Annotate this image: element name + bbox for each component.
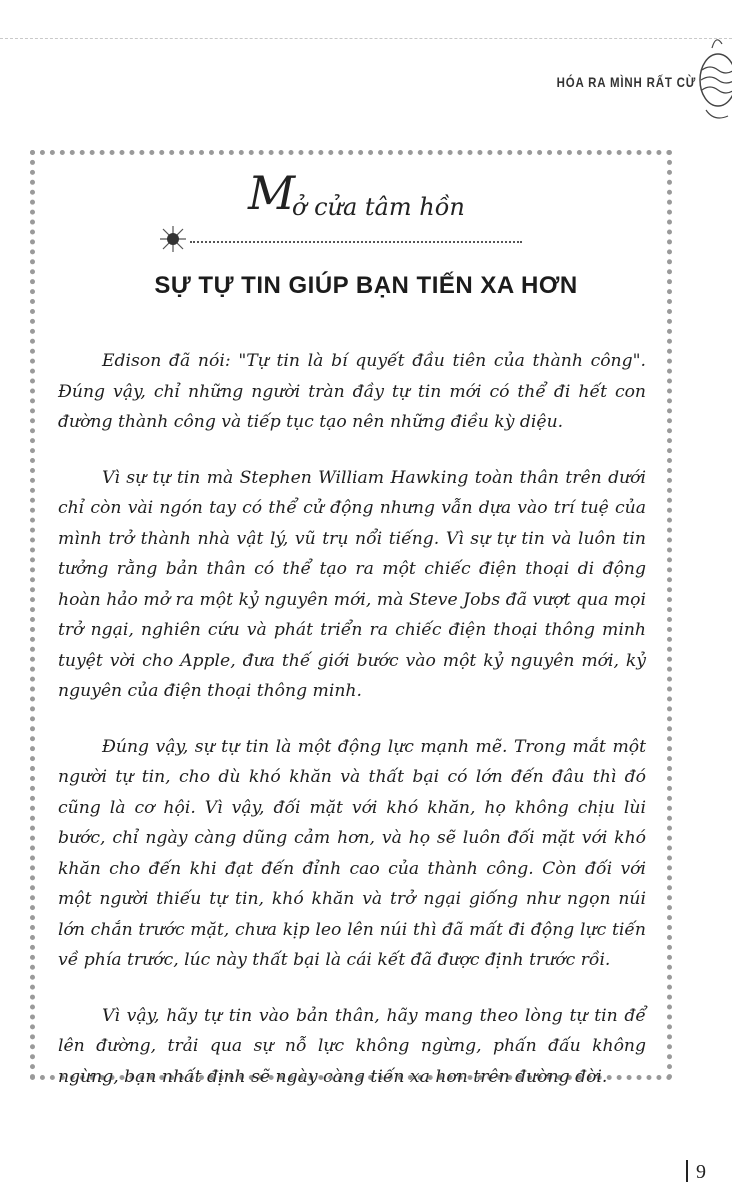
heading-dotted-line: [190, 241, 522, 243]
paragraph: Edison đã nói: "Tự tin là bí quyết đầu tiên của thành công". Đúng vậy, chỉ những người tràn đầy tự tin mới có thể đi hết con đường thành công và tiếp tục tạo nên những điều kỳ diệu.: [58, 351, 646, 432]
page-number-bar: [686, 1160, 688, 1182]
running-head: HÓA RA MÌNH RẤT CỪ: [556, 74, 696, 90]
section-heading: ở cửa tâm hồn: [292, 193, 465, 221]
paragraph: Vì sự tự tin mà Stephen William Hawking toàn thân trên dưới chỉ còn vài ngón tay có thể cử động nhưng vẫn dựa vào trí tuệ của mình trở thành nhà vật lý, vũ trụ nổi tiếng. Vì sự tự tin và luôn tin tưởng rằng bản thân có thể tạo ra một chiếc điện thoại di động hoàn hảo mở ra một kỷ nguyên mới, mà Steve Jobs đã vượt qua mọi trở ngại, nghiên cứu và phát triển ra chiếc điện thoại thông minh tuyệt vời cho Apple, đưa thế giới bước vào một kỷ nguyên mới, kỷ nguyên của điện thoại thông minh.: [58, 467, 646, 701]
top-dashed-rule: [0, 38, 732, 39]
article-body: [58, 346, 646, 1117]
paragraph: Đúng vậy, sự tự tin là một động lực mạnh mẽ. Trong mắt một người tự tin, cho dù khó khăn và thất bại có lớn đến đâu thì đó cũng là cơ hội. Vì vậy, đối mặt với khó khăn, họ không chịu lùi bước, chỉ ngày càng dũng cảm hơn, và họ sẽ luôn đối mặt với khó khăn cho đến khi đạt đến đỉnh cao của thành công. Còn đối với một người thiếu tự tin, khó khăn và trở ngại giống như ngọn núi lớn chắn trước mặt, chưa kịp leo lên núi thì đã mất đi động lực tiến về phía trước, lúc này thất bại là cái kết đã được định trước rồi.: [58, 736, 646, 970]
sunflower-icon: [158, 224, 188, 254]
heading-initial: M: [248, 166, 296, 220]
paragraph: Vì vậy, hãy tự tin vào bản thân, hãy mang theo lòng tự tin để lên đường, trải qua sự nỗ lực không ngừng, phấn đấu không ngừng, bạn nhất định sẽ ngày càng tiến xa hơn trên đường đời.: [58, 1005, 646, 1087]
article-title: SỰ TỰ TIN GIÚP BẠN TIẾN XA HƠN: [154, 272, 578, 299]
page-number-value: 9: [696, 1161, 706, 1183]
easter-egg-icon: [688, 30, 732, 130]
page-number: [686, 1160, 706, 1184]
